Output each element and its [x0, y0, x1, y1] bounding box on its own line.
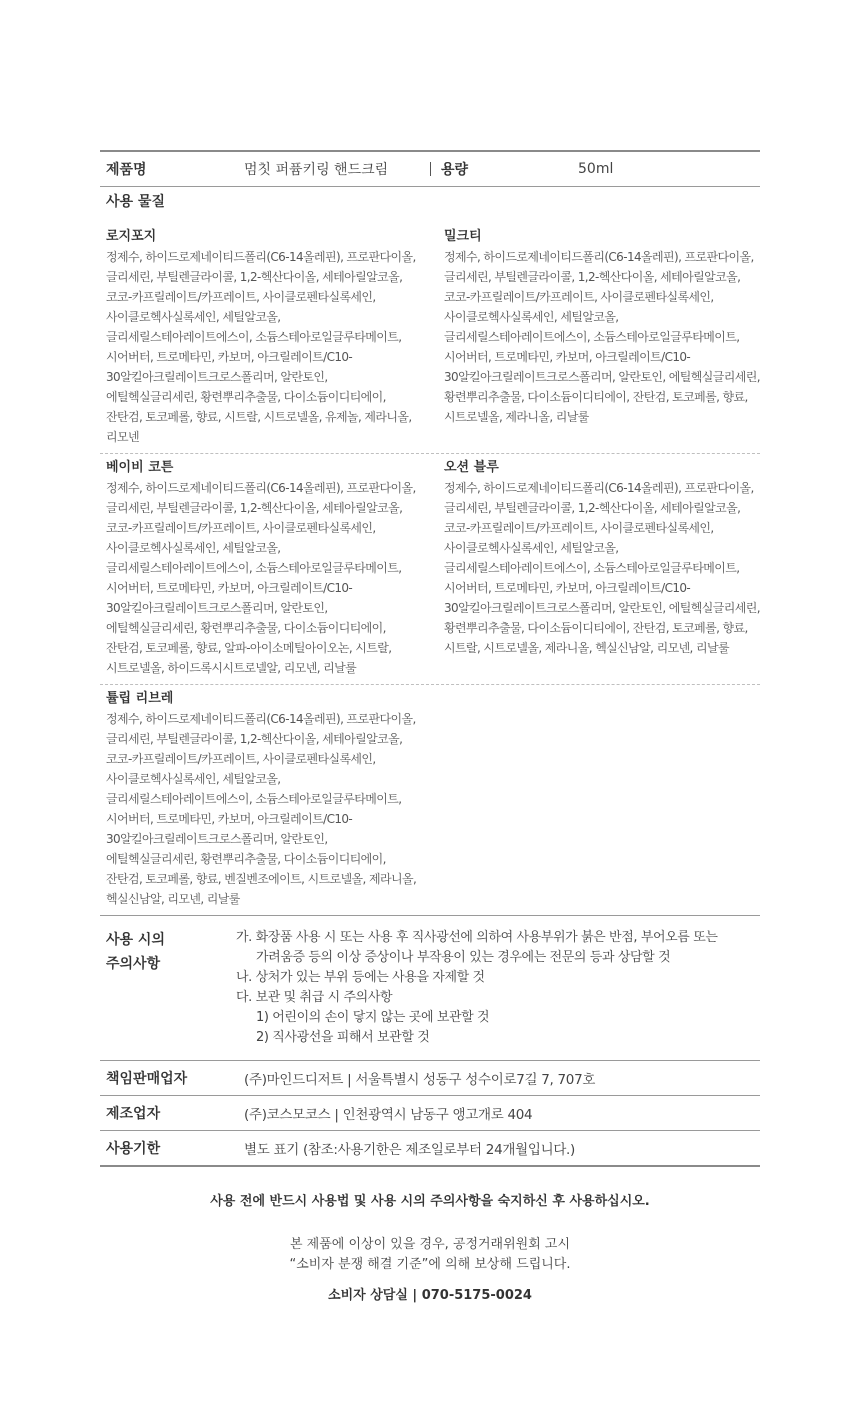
ingredient-name: 오션 블루	[444, 460, 499, 475]
ingredients-row	[100, 685, 760, 916]
maker-label: 제조업자	[106, 1106, 161, 1122]
caution-item: 다. 보관 및 취급 시 주의사항	[236, 990, 393, 1005]
caution-item: 가려움증 등의 이상 증상이나 부작용이 있는 경우에는 전문의 등과 상담할 것	[256, 950, 671, 965]
caution-item: 가. 화장품 사용 시 또는 사용 후 직사광선에 의하여 사용부위가 붉은 반점, 부어오름 또는	[236, 930, 718, 945]
ingredient-name: 밀크티	[444, 229, 482, 244]
ingredient-item	[100, 223, 430, 453]
caution-item: 나. 상처가 있는 부위 등에는 사용을 자제할 것	[236, 970, 485, 985]
compensation-line: “소비자 분쟁 해결 기준”에 의해 보상해 드립니다.	[289, 1257, 571, 1272]
ingredient-item	[430, 454, 760, 684]
customer-contact: 소비자 상담실 | 070-5175-0024	[328, 1288, 532, 1303]
usage-notice: 사용 전에 반드시 사용법 및 사용 시의 주의사항을 숙지하신 후 사용하십시오.	[210, 1194, 650, 1209]
ingredient-item	[430, 223, 760, 453]
caution-row	[100, 916, 760, 1061]
ingredient-name: 베이비 코튼	[106, 460, 174, 475]
product-row	[100, 152, 760, 187]
ingredient-list: 정제수, 하이드로제네이티드폴리(C6-14올레핀), 프로판다이올, 글리세린, 부틸렌글라이콜, 1,2-헥산다이올, 세테아릴알코올, 코코-카프릴레이트/카프레이트, 사이클로펜타실록세인, 사이클로헥사실록세인, 세틸알코올, 글리세릴스테아레이트에스이, 소듐스테아로일글루타메이트, 시어버터, 트로메타민, 카보머, 아크릴레이트/C10-30알킬아크릴레이트크로스폴리머, 알란토인, 에틸헥실글리세린, 황련뿌리추출물, 다이소듐이디티에이, 잔탄검, 토코페롤, 향료, 시트랄, 시트로넬올, 유제놀, 제라니올, 리모넨	[106, 250, 416, 444]
compensation-line: 본 제품에 이상이 있을 경우, 공정거래위원회 고시	[289, 1237, 571, 1252]
seller-label: 책임판매업자	[106, 1071, 188, 1087]
volume-label: 용량	[441, 162, 469, 178]
ingredients-row	[100, 454, 760, 685]
ingredient-list: 정제수, 하이드로제네이티드폴리(C6-14올레핀), 프로판다이올, 글리세린, 부틸렌글라이콜, 1,2-헥산다이올, 세테아릴알코올, 코코-카프릴레이트/카프레이트, 사이클로펜타실록세인, 사이클로헥사실록세인, 세틸알코올, 글리세릴스테아레이트에스이, 소듐스테아로일글루타메이트, 시어버터, 트로메타민, 카보머, 아크릴레이트/C10-30알킬아크릴레이트크로스폴리머, 알란토인, 에틸헥실글리세린, 황련뿌리추출물, 다이소듐이디티에이, 잔탄검, 토코페롤, 향료, 벤질벤조에이트, 시트로넬올, 제라니올, 헥실신남알, 리모넨, 리날룰	[106, 712, 417, 906]
volume-value: 50ml	[578, 161, 614, 177]
ingredient-item	[100, 454, 430, 684]
expiry-row	[100, 1131, 760, 1167]
maker-value: (주)코스모코스 | 인천광역시 남동구 앵고개로 404	[244, 1107, 533, 1123]
product-name-value: 멈칫 퍼퓸키링 핸드크림	[244, 162, 389, 178]
ingredient-list: 정제수, 하이드로제네이티드폴리(C6-14올레핀), 프로판다이올, 글리세린, 부틸렌글라이콜, 1,2-헥산다이올, 세테아릴알코올, 코코-카프릴레이트/카프레이트, 사이클로펜타실록세인, 사이클로헥사실록세인, 세틸알코올, 글리세릴스테아레이트에스이, 소듐스테아로일글루타메이트, 시어버터, 트로메타민, 카보머, 아크릴레이트/C10-30알킬아크릴레이트크로스폴리머, 알란토인, 에틸헥실글리세린, 황련뿌리추출물, 다이소듐이디티에이, 잔탄검, 토코페롤, 향료, 알파-아이소메틸아이오논, 시트랄, 시트로넬올, 하이드록시시트로넬알, 리모넨, 리날룰	[106, 481, 416, 675]
ingredient-name: 튤립 리브레	[106, 691, 174, 706]
ingredient-list: 정제수, 하이드로제네이티드폴리(C6-14올레핀), 프로판다이올, 글리세린, 부틸렌글라이콜, 1,2-헥산다이올, 세테아릴알코올, 코코-카프릴레이트/카프레이트, 사이클로펜타실록세인, 사이클로헥사실록세인, 세틸알코올, 글리세릴스테아레이트에스이, 소듐스테아로일글루타메이트, 시어버터, 트로메타민, 카보머, 아크릴레이트/C10-30알킬아크릴레이트크로스폴리머, 알란토인, 에틸헥실글리세린, 황련뿌리추출물, 다이소듐이디티에이, 잔탄검, 토코페롤, 향료, 시트랄, 시트로넬올, 제라니올, 헥실신남알, 리모넨, 리날룰	[444, 481, 760, 655]
ingredient-item	[100, 685, 430, 915]
expiry-value: 별도 표기 (참조:사용기한은 제조일로부터 24개월입니다.)	[244, 1142, 576, 1158]
caution-item: 2) 직사광선을 피해서 보관할 것	[256, 1030, 430, 1045]
ingredient-name: 로지포지	[106, 229, 157, 244]
compensation-notice	[0, 1235, 860, 1275]
product-name-label: 제품명	[106, 162, 147, 178]
product-info-sheet	[100, 150, 760, 1167]
seller-row	[100, 1061, 760, 1096]
divider	[430, 162, 431, 176]
caution-item: 1) 어린이의 손이 닿지 않는 곳에 보관할 것	[256, 1010, 490, 1025]
caution-label: 사용 시의 주의사항	[106, 932, 165, 972]
empty-cell	[430, 685, 760, 915]
seller-value: (주)마인드디저트 | 서울특별시 성동구 성수이로7길 7, 707호	[244, 1072, 596, 1088]
ingredients-row	[100, 223, 760, 454]
maker-row	[100, 1096, 760, 1131]
ingredient-list: 정제수, 하이드로제네이티드폴리(C6-14올레핀), 프로판다이올, 글리세린, 부틸렌글라이콜, 1,2-헥산다이올, 세테아릴알코올, 코코-카프릴레이트/카프레이트, 사이클로펜타실록세인, 사이클로헥사실록세인, 세틸알코올, 글리세릴스테아레이트에스이, 소듐스테아로일글루타메이트, 시어버터, 트로메타민, 카보머, 아크릴레이트/C10-30알킬아크릴레이트크로스폴리머, 알란토인, 에틸헥실글리세린, 황련뿌리추출물, 다이소듐이디티에이, 잔탄검, 토코페롤, 향료, 시트로넬올, 제라니올, 리날룰	[444, 250, 760, 424]
expiry-label: 사용기한	[106, 1141, 161, 1157]
ingredients-title: 사용 물질	[106, 194, 165, 210]
caution-list	[236, 928, 718, 1048]
